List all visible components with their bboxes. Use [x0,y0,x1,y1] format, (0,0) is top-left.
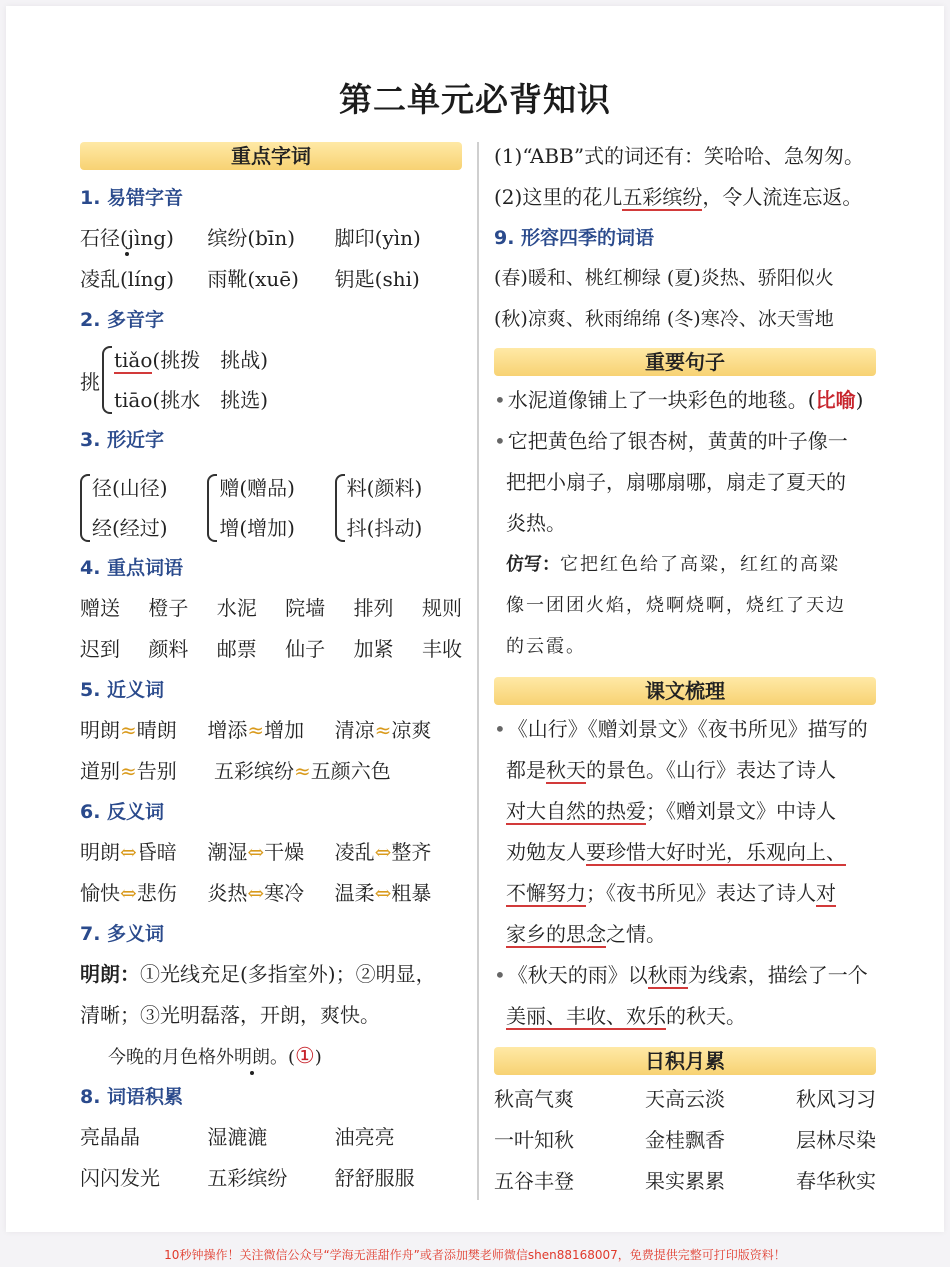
brace-shape [80,474,90,542]
brace-shape [207,474,217,542]
right-column [494,142,876,1202]
word-bank-item: 湿漉漉 [207,1125,268,1149]
idiom-row [494,1161,876,1202]
brace-shape [335,474,345,542]
section-heading-similar-chars: 3. 形近字 [80,429,165,451]
word-bank-item: 五彩缤纷 [207,1166,288,1190]
key-sentence-cont: 炎热。 [506,511,566,535]
section-heading-key-phrases: 4. 重点词语 [80,557,184,579]
banner-daily-accumulation: 日积月累 [494,1047,876,1075]
synonym-row [80,751,462,792]
brace-shape [102,346,112,414]
similar-char-group [207,468,334,548]
pronunciation-item [80,259,207,300]
section-heading-word-bank: 8. 词语积累 [80,1086,184,1108]
section-heading-pronunciation: 1. 易错字音 [80,187,184,209]
polyphone-readings [114,340,268,420]
section-heading-polysemy: 7. 多义词 [80,923,165,945]
review-para: • 《秋天的雨》以秋雨为线索，描绘了一个 [494,955,876,996]
similar-char: 赠(赠品) [219,476,295,500]
antonym-pair: 潮湿⇔干燥 [207,840,305,864]
section-heading-synonyms: 5. 近义词 [80,679,165,701]
idiom: 果实累累 [645,1169,725,1193]
review-para-cont: 美丽、丰收、欢乐的秋天。 [506,1004,746,1028]
similar-char: 经(经过) [92,516,168,540]
phrase: 水泥 [216,596,257,620]
season-words-row: (秋)凉爽、秋雨绵绵 (冬)寒冷、冰天雪地 [494,308,834,330]
banner-key-words: 重点字词 [80,142,462,170]
season-words-row: (春)暖和、桃红柳绿 (夏)炎热、骄阳似火 [494,267,834,289]
synonym-pair: 清凉≈凉爽 [334,718,432,742]
word-bank-item: 舒舒服服 [334,1166,415,1190]
word-bank-item: 闪闪发光 [80,1166,160,1190]
imitation-writing-cont: 的云霞。 [506,636,586,657]
section-heading-seasons: 9. 形容四季的词语 [494,227,655,249]
polysemy-definition [80,954,462,995]
section-heading-antonyms: 6. 反义词 [80,801,165,823]
similar-char-group [335,468,462,548]
page-title: 第二单元必背知识 [339,80,611,119]
left-column [80,142,462,1199]
synonym-pair: 道别≈告别 [80,759,177,783]
footer-promo: 10秒钟操作！关注微信公众号“学海无涯甜作舟”或者添加樊老师微信shen88168007，免费提供完整可打印版资料！ [164,1248,786,1262]
antonym-pair: 愉快⇔悲伤 [80,881,177,905]
phrase: 丰收 [421,637,462,661]
review-para: • 《山行》《赠刘景文》《夜书所见》描写的 [494,709,876,750]
polyphone-group [80,340,462,420]
pronunciation-item [335,259,462,300]
phrase: 颜料 [148,637,189,661]
banner-key-sentences: 重要句子 [494,348,876,376]
word-bank-item: 亮晶晶 [80,1125,140,1149]
idiom-row [494,1079,876,1120]
idiom: 天高云淡 [645,1087,725,1111]
polyphone-reading [114,340,268,380]
review-para-cont: 都是秋天的景色。《山行》表达了诗人 [506,758,836,782]
phrase: 迟到 [80,637,120,661]
abb-note: (1)“ABB”式的词还有：笑哈哈、急匆匆。 [494,144,865,168]
similar-char: 料(颜料) [346,476,423,500]
phrase: 院墙 [285,596,326,620]
similar-char-group [80,468,207,548]
word-bank-item: 油亮亮 [334,1125,395,1149]
idiom-row [494,1120,876,1161]
idiom: 春华秋实 [796,1169,876,1193]
pronunciation-item [80,218,207,259]
synonym-pair: 增添≈增加 [207,718,305,742]
phrase: 橙子 [148,596,189,620]
pronunciation-item [335,218,462,259]
similar-char: 径(山径) [92,476,168,500]
idiom: 层林尽染 [796,1128,876,1152]
word-bank-row [80,1158,462,1199]
banner-text-review: 课文梳理 [494,677,876,705]
phrase: 规则 [421,596,462,620]
example-sentence: (2)这里的花儿五彩缤纷，令人流连忘返。 [494,185,863,209]
pronunciation-item [207,218,334,259]
idiom: 一叶知秋 [494,1128,574,1152]
polyphone-examples: (挑拨 挑战) [152,348,269,372]
similar-char: 抖(抖动) [346,516,423,540]
example-answer: ① [295,1044,315,1069]
phrase: 邮票 [216,637,257,661]
pronunciation-word: 雨靴(xuē) [207,267,299,291]
idiom: 秋风习习 [796,1087,876,1111]
key-sentence: • 它把黄色给了银杏树，黄黄的叶子像一 [494,421,876,462]
pronunciation-row [80,259,462,300]
pronunciation-word: 钥匙(shi) [334,267,420,291]
synonym-pair: 五彩缤纷≈五颜六色 [214,759,391,783]
pronunciation-word: 缤纷(bīn) [207,226,296,250]
pronunciation-item [207,259,334,300]
idiom: 秋高气爽 [494,1087,574,1111]
idiom: 五谷丰登 [494,1169,574,1193]
pronunciation-row [80,218,462,259]
review-para-cont: 不懈努力；《夜书所见》表达了诗人对 [506,881,836,905]
pronunciation-word: 凌乱(líng) [80,267,175,291]
phrase: 排列 [353,596,394,620]
antonym-pair: 炎热⇔寒冷 [207,881,305,905]
imitation-writing: 仿写：它把红色给了高粱，红红的高粱 [506,554,840,575]
phrase-row [80,588,462,629]
synonym-row [80,710,462,751]
antonym-pair: 明朗⇔昏暗 [80,840,177,864]
key-sentence-cont: 把把小扇子，扇哪扇哪，扇走了夏天的 [506,470,846,494]
review-para-cont: 家乡的思念之情。 [506,922,666,946]
column-divider [477,142,479,1200]
phrase-row [80,629,462,670]
review-para-cont: 劝勉友人要珍惜大好时光，乐观向上、 [506,840,846,864]
idiom: 金桂飘香 [645,1128,725,1152]
polysemy-term: 明朗： [80,962,140,986]
antonym-pair: 凌乱⇔整齐 [334,840,432,864]
rhetoric-tag: 比喻 [815,388,856,412]
synonym-pair: 明朗≈晴朗 [80,718,177,742]
antonym-pair: 温柔⇔粗暴 [334,881,432,905]
pronunciation-word: 石径(jìng) [80,218,174,259]
imitation-label: 仿写： [506,554,560,575]
phrase: 仙子 [285,637,326,661]
polyphone-char: 挑 [80,369,100,394]
polyphone-pinyin: tiǎo [114,348,153,372]
polysemy-def: ①光线充足(多指室外)；②明显， [140,962,436,986]
polysemy-definition: 清晰；③光明磊落，开朗，爽快。 [80,1003,380,1027]
antonym-row [80,873,462,914]
polyphone-reading: tiāo(挑水 挑选) [114,388,269,412]
similar-char: 增(增加) [219,516,295,540]
phrase: 加紧 [353,637,394,661]
imitation-writing-cont: 像一团团火焰，烧啊烧啊，烧红了天边 [506,595,846,616]
example-word: 明朗 [234,1037,270,1078]
word-bank-row [80,1117,462,1158]
key-sentence: • 水泥道像铺上了一块彩色的地毯。(比喻) [494,380,876,421]
review-para-cont: 对大自然的热爱；《赠刘景文》中诗人 [506,799,836,823]
polysemy-example: 今晚的月色格外明朗。(①) [80,1036,462,1077]
section-heading-polyphone: 2. 多音字 [80,309,165,331]
phrase: 赠送 [80,596,120,620]
pronunciation-word: 脚印(yìn) [334,226,421,250]
antonym-row [80,832,462,873]
similar-char-groups [80,468,462,548]
